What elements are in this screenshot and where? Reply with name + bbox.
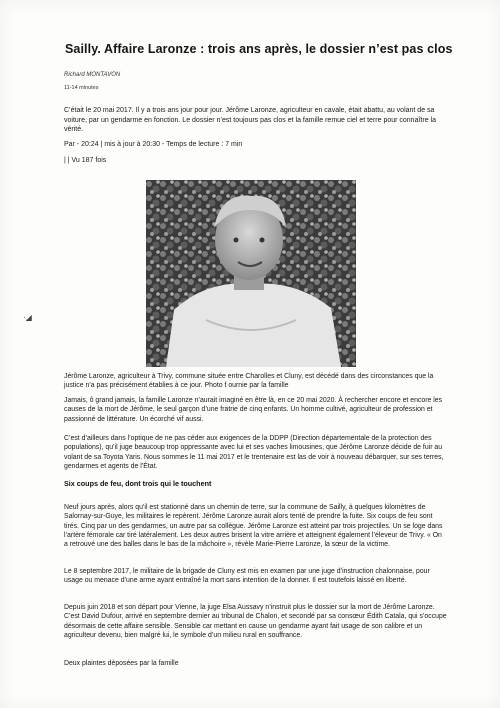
view-count: | | Vu 187 fois [64, 157, 107, 164]
reading-time: 11-14 minutes [64, 85, 99, 91]
article-meta: Par - 20:24 | mis à jour à 20:30 - Temps de lecture : 7 min [64, 141, 243, 148]
author-name: Richard MONTAVON [64, 72, 121, 78]
article-title: Sailly. Affaire Laronze : trois ans après, le dossier n’est pas clos [65, 42, 453, 56]
victim-photo [146, 180, 356, 367]
scan-mark: ·◢ [23, 313, 32, 322]
photo-illustration [146, 180, 356, 367]
paragraph-3: Neuf jours après, alors qu’il est stationné dans un chemin de terre, sur la commune de Sailly, à quelques kilomètres de Salornay-sur-Guye, les militaires le repèrent. Jérôme Laronze aurait alors tenté de prendre la fuite. Six coups de feu sont tirés. Cinq par un des gendarmes, un autre par sa collègue. Jérôme Laronze est atteint par trois projectiles. Un se loge dans l’artère fémorale car tiré latéralement. Les deux autres brisent la vitre arrière et atteignent également l’éleveur de Trivy. « On a retrouvé une des balles dans le bas de la mâchoire », révèle Marie-Pierre Laronze, la sœur de la victime. [64, 504, 443, 549]
article-intro: C’était le 20 mai 2017. Il y a trois ans jour pour jour. Jérôme Laronze, agriculteur en cavale, était abattu, au volant de sa voiture, par un gendarme en fonction. Le dossier n’est toujours pas clos et la famille remue ciel et terre pour connaître la vérité. [64, 107, 436, 134]
paragraph-1: Jamais, ô grand jamais, la famille Laronze n’aurait imaginé en être là, en ce 20 mai 2020. À rechercher encore et encore les causes de la mort de Jérôme, le seul garçon d’une fratrie de cinq enfants. Un homme cultivé, agriculteur de profession et passionné de littérature. Un écorché vif aussi. [64, 397, 443, 423]
paragraph-2: C’est d’ailleurs dans l’optique de ne pas céder aux exigences de la DDPP (Direction départementale de la protection des populations), qu’il juge beaucoup trop oppressante avec lui et ses vaches limousines, que Jérôme Laronze décide de fuir au volant de sa Toyota Yaris. Nous sommes le 11 mai 2017 et le trentenaire est las de voir à nouveau débarquer, sur ses terres, gendarmes et agents de l’État. [64, 435, 444, 470]
paragraph-4: Le 8 septembre 2017, le militaire de la brigade de Cluny est mis en examen par une juge d’instruction chalonnaise, pour usage ou menace d’une arme ayant entraîné la mort sans intention de la donner. Il est toutefois laissé en liberté. [64, 568, 430, 585]
photo-caption: Jérôme Laronze, agriculteur à Trivy, commune située entre Charolles et Cluny, est décédé dans des circonstances que la justice n’a pas précisément établies à ce jour. Photo f ournie par la famille [64, 373, 434, 390]
section-heading: Six coups de feu, dont trois qui le touchent [64, 479, 212, 488]
paragraph-5: Depuis juin 2018 et son départ pour Vienne, la juge Elsa Aussavy n’instruit plus le dossier sur la mort de Jérôme Laronze. C’est David Dufour, arrivé en septembre dernier au tribunal de Chalon, et secondé par sa consœur Édith Catala, qui s’occupe désormais de cette affaire sensible. Sensible car mettant en cause un gendarme ayant fait usage de son calibre et un agriculteur devenu, bien malgré lui, le symbole d’un milieu rural en souffrance. [64, 604, 447, 639]
subheading-complaints: Deux plaintes déposées par la famille [64, 660, 179, 667]
